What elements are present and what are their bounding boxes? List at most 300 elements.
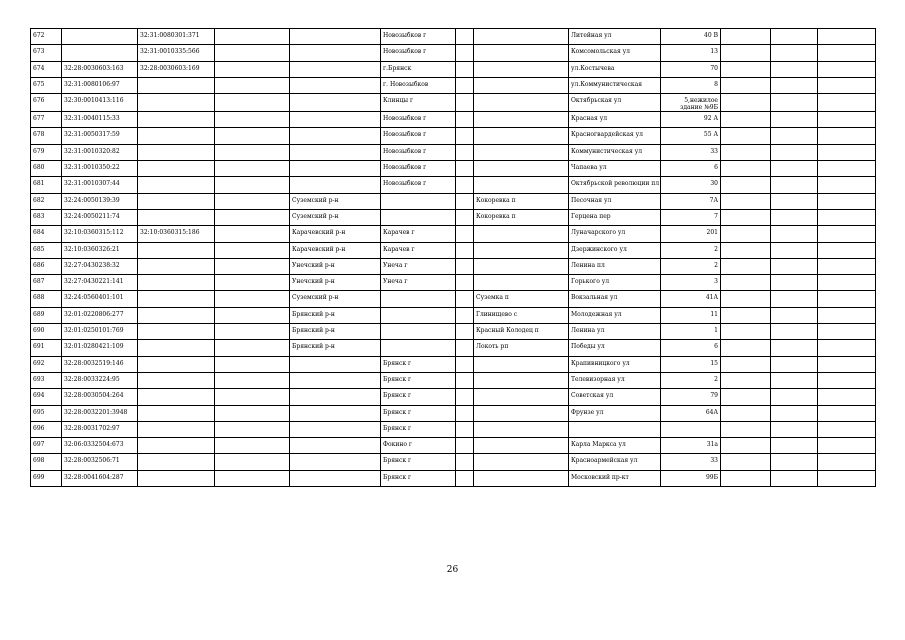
table-cell: Брянск г <box>381 470 456 486</box>
table-row <box>31 177 876 193</box>
table-cell <box>721 307 771 323</box>
table-cell: Суземский р-н <box>290 193 381 209</box>
table-cell <box>721 45 771 61</box>
table-cell <box>771 389 818 405</box>
table-row <box>31 209 876 225</box>
table-cell <box>456 470 474 486</box>
table-cell <box>381 209 456 225</box>
table-cell: 32:28:0041604:287 <box>62 470 138 486</box>
table-cell <box>215 193 290 209</box>
table-cell <box>381 324 456 340</box>
table-cell <box>818 405 876 421</box>
table-cell <box>771 45 818 61</box>
table-cell <box>771 177 818 193</box>
table-cell <box>721 94 771 112</box>
table-cell: 32:31:0080106:97 <box>62 77 138 93</box>
table-cell <box>771 128 818 144</box>
table-cell <box>771 340 818 356</box>
table-cell <box>215 438 290 454</box>
table-cell: Новозыбков г <box>381 45 456 61</box>
table-row <box>31 226 876 242</box>
table-cell <box>215 372 290 388</box>
table-cell: Унеча г <box>381 258 456 274</box>
table-cell <box>456 421 474 437</box>
table-cell: 676 <box>31 94 62 112</box>
table-cell <box>771 29 818 45</box>
table-cell: 32:10:0360315:112 <box>62 226 138 242</box>
table-cell: 32:27:0430238:32 <box>62 258 138 274</box>
table-cell <box>474 438 569 454</box>
table-cell <box>456 177 474 193</box>
table-cell: Молодежная ул <box>569 307 661 323</box>
table-cell: 32:30:0010413:116 <box>62 94 138 112</box>
table-cell <box>138 421 215 437</box>
table-cell <box>290 29 381 45</box>
table-cell <box>215 209 290 225</box>
table-row <box>31 405 876 421</box>
table-cell <box>771 77 818 93</box>
table-cell: Горького ул <box>569 275 661 291</box>
table-cell: 32:31:0040115:33 <box>62 112 138 128</box>
table-cell <box>138 77 215 93</box>
table-cell <box>818 161 876 177</box>
table-cell <box>771 324 818 340</box>
table-cell: Красная ул <box>569 112 661 128</box>
table-cell <box>721 470 771 486</box>
table-cell <box>138 242 215 258</box>
table-cell: Глинищево с <box>474 307 569 323</box>
table-cell: Победы ул <box>569 340 661 356</box>
table-cell <box>721 421 771 437</box>
table-cell: 7 <box>661 209 721 225</box>
table-cell: 675 <box>31 77 62 93</box>
table-cell <box>474 112 569 128</box>
table-cell <box>456 193 474 209</box>
table-cell <box>456 61 474 77</box>
table-cell: 40 В <box>661 29 721 45</box>
table-cell <box>138 128 215 144</box>
table-cell: 2 <box>661 258 721 274</box>
table-cell <box>721 291 771 307</box>
table-cell <box>215 454 290 470</box>
table-cell <box>721 356 771 372</box>
table-cell <box>771 275 818 291</box>
table-cell <box>818 29 876 45</box>
table-cell <box>818 454 876 470</box>
table-cell <box>721 144 771 160</box>
table-row <box>31 324 876 340</box>
table-cell: 31а <box>661 438 721 454</box>
table-cell <box>474 275 569 291</box>
table-row <box>31 29 876 45</box>
table-cell: г. Новозыбков <box>381 77 456 93</box>
table-cell <box>290 144 381 160</box>
table-cell: Новозыбков г <box>381 29 456 45</box>
table-cell <box>290 421 381 437</box>
table-cell: 673 <box>31 45 62 61</box>
table-row <box>31 128 876 144</box>
table-cell <box>456 209 474 225</box>
table-cell: Брянский р-н <box>290 324 381 340</box>
table-cell: Телевизорная ул <box>569 372 661 388</box>
table-cell <box>771 61 818 77</box>
table-cell <box>818 438 876 454</box>
table-cell <box>474 128 569 144</box>
table-cell: 201 <box>661 226 721 242</box>
table-cell: 679 <box>31 144 62 160</box>
table-cell <box>721 258 771 274</box>
table-cell: 32:28:0031702:97 <box>62 421 138 437</box>
table-cell <box>818 128 876 144</box>
table-cell <box>474 226 569 242</box>
table-row <box>31 112 876 128</box>
table-cell: 32:28:0030603:163 <box>62 61 138 77</box>
table-cell <box>771 454 818 470</box>
table-row <box>31 340 876 356</box>
page-number: 26 <box>446 565 459 575</box>
table-cell <box>721 112 771 128</box>
table-cell <box>474 405 569 421</box>
table-cell <box>138 94 215 112</box>
table-cell: 32:01:0250101:769 <box>62 324 138 340</box>
table-cell <box>721 340 771 356</box>
registry-table-body <box>31 29 876 487</box>
table-cell <box>381 307 456 323</box>
table-cell: 684 <box>31 226 62 242</box>
table-cell <box>818 226 876 242</box>
table-cell <box>215 389 290 405</box>
table-cell <box>215 144 290 160</box>
table-cell <box>456 405 474 421</box>
table-row <box>31 291 876 307</box>
table-cell <box>290 128 381 144</box>
table-cell: 64А <box>661 405 721 421</box>
table-cell <box>474 421 569 437</box>
table-cell <box>456 291 474 307</box>
table-cell: Брянск г <box>381 356 456 372</box>
table-row <box>31 144 876 160</box>
table-cell: 92 А <box>661 112 721 128</box>
table-cell: 682 <box>31 193 62 209</box>
table-cell <box>456 275 474 291</box>
table-cell <box>456 94 474 112</box>
table-cell: 70 <box>661 61 721 77</box>
table-cell: 680 <box>31 161 62 177</box>
table-row <box>31 356 876 372</box>
table-cell: Октябрьской революции пл <box>569 177 661 193</box>
table-cell <box>290 389 381 405</box>
table-cell: 683 <box>31 209 62 225</box>
table-cell <box>215 94 290 112</box>
table-cell <box>456 242 474 258</box>
table-cell <box>818 193 876 209</box>
table-cell <box>818 77 876 93</box>
table-cell: Брянск г <box>381 454 456 470</box>
table-cell: 6 <box>661 340 721 356</box>
table-cell <box>290 438 381 454</box>
table-row <box>31 258 876 274</box>
table-cell: 30 <box>661 177 721 193</box>
table-cell <box>474 94 569 112</box>
table-cell: Московский пр-кт <box>569 470 661 486</box>
table-cell: Локоть рп <box>474 340 569 356</box>
table-cell <box>771 405 818 421</box>
table-cell <box>818 275 876 291</box>
table-cell <box>474 389 569 405</box>
table-cell <box>138 177 215 193</box>
table-cell: 33 <box>661 144 721 160</box>
table-cell <box>474 144 569 160</box>
table-cell <box>474 177 569 193</box>
table-cell: 15 <box>661 356 721 372</box>
table-cell <box>215 405 290 421</box>
table-cell <box>138 470 215 486</box>
table-cell <box>456 77 474 93</box>
table-cell: 32:31:0010320:82 <box>62 144 138 160</box>
table-cell: Вокзальная ул <box>569 291 661 307</box>
table-cell <box>456 356 474 372</box>
table-cell <box>721 389 771 405</box>
table-cell <box>381 193 456 209</box>
table-cell <box>215 61 290 77</box>
table-cell <box>62 45 138 61</box>
table-cell: Красноармейская ул <box>569 454 661 470</box>
table-cell <box>215 340 290 356</box>
table-row <box>31 389 876 405</box>
table-cell <box>456 454 474 470</box>
table-cell <box>215 275 290 291</box>
table-cell: Брянский р-н <box>290 340 381 356</box>
table-cell: Карачевский р-н <box>290 226 381 242</box>
table-cell <box>456 128 474 144</box>
table-cell: 1 <box>661 324 721 340</box>
table-cell: Дзержинского ул <box>569 242 661 258</box>
table-cell: Комсомольская ул <box>569 45 661 61</box>
table-cell <box>818 372 876 388</box>
table-cell <box>771 470 818 486</box>
table-cell <box>456 29 474 45</box>
table-cell <box>290 454 381 470</box>
table-cell <box>721 242 771 258</box>
table-cell: 687 <box>31 275 62 291</box>
table-cell: Фокино г <box>381 438 456 454</box>
table-cell <box>818 144 876 160</box>
table-cell: Новозыбков г <box>381 112 456 128</box>
table-cell: 698 <box>31 454 62 470</box>
table-cell: 32:31:0080301:371 <box>138 29 215 45</box>
table-cell: ул.Костычева <box>569 61 661 77</box>
table-cell: 32:27:0430221:141 <box>62 275 138 291</box>
table-cell: Чапаева ул <box>569 161 661 177</box>
table-cell: Красногвардейская ул <box>569 128 661 144</box>
table-cell <box>771 356 818 372</box>
table-cell: Новозыбков г <box>381 128 456 144</box>
table-cell <box>215 324 290 340</box>
table-cell <box>215 421 290 437</box>
table-row <box>31 161 876 177</box>
table-cell: 99Б <box>661 470 721 486</box>
table-cell: Унечский р-н <box>290 258 381 274</box>
table-cell <box>138 454 215 470</box>
table-cell <box>771 291 818 307</box>
table-cell <box>290 372 381 388</box>
table-cell <box>138 307 215 323</box>
table-cell: 32:24:0560401:101 <box>62 291 138 307</box>
table-cell <box>474 470 569 486</box>
table-cell <box>138 340 215 356</box>
table-cell <box>721 161 771 177</box>
table-cell <box>721 372 771 388</box>
table-cell <box>818 94 876 112</box>
table-cell: 695 <box>31 405 62 421</box>
table-cell: 32:24:0050139:39 <box>62 193 138 209</box>
table-row <box>31 454 876 470</box>
table-cell: 32:28:0030504:264 <box>62 389 138 405</box>
table-cell: 32:01:0280421:109 <box>62 340 138 356</box>
table-cell: 32:31:0010307:44 <box>62 177 138 193</box>
table-cell <box>138 356 215 372</box>
table-cell: Брянск г <box>381 421 456 437</box>
table-cell <box>721 77 771 93</box>
table-cell: Новозыбков г <box>381 144 456 160</box>
table-cell: 696 <box>31 421 62 437</box>
table-cell: 32:24:0050211:74 <box>62 209 138 225</box>
table-cell <box>721 405 771 421</box>
table-row <box>31 193 876 209</box>
table-cell <box>771 438 818 454</box>
table-cell <box>290 161 381 177</box>
table-cell <box>771 193 818 209</box>
table-cell: 688 <box>31 291 62 307</box>
table-cell: 686 <box>31 258 62 274</box>
table-cell: 685 <box>31 242 62 258</box>
table-cell <box>290 61 381 77</box>
table-cell <box>771 421 818 437</box>
table-cell: 690 <box>31 324 62 340</box>
table-row <box>31 45 876 61</box>
table-cell <box>456 324 474 340</box>
table-cell: 11 <box>661 307 721 323</box>
table-cell <box>771 307 818 323</box>
table-cell: 32:10:0360326:21 <box>62 242 138 258</box>
table-cell: 32:28:0033224:95 <box>62 372 138 388</box>
table-cell: 41А <box>661 291 721 307</box>
table-row <box>31 438 876 454</box>
table-row <box>31 372 876 388</box>
table-cell <box>290 112 381 128</box>
table-cell: 7А <box>661 193 721 209</box>
table-cell: 33 <box>661 454 721 470</box>
table-cell <box>215 29 290 45</box>
table-row <box>31 77 876 93</box>
table-cell <box>215 242 290 258</box>
table-cell <box>474 45 569 61</box>
table-cell: Карачевский р-н <box>290 242 381 258</box>
table-cell <box>138 389 215 405</box>
table-cell: Брянск г <box>381 389 456 405</box>
table-row <box>31 275 876 291</box>
table-cell <box>721 29 771 45</box>
table-cell <box>474 242 569 258</box>
table-cell: Клинцы г <box>381 94 456 112</box>
table-cell: 32:06:0332504:673 <box>62 438 138 454</box>
table-cell <box>474 258 569 274</box>
table-cell: 677 <box>31 112 62 128</box>
table-cell: Унечский р-н <box>290 275 381 291</box>
table-cell: Кокоревка п <box>474 209 569 225</box>
table-cell <box>138 275 215 291</box>
table-cell: 32:01:0220806:277 <box>62 307 138 323</box>
table-cell: Кокоревка п <box>474 193 569 209</box>
table-cell: Новозыбков г <box>381 177 456 193</box>
table-cell: Унеча г <box>381 275 456 291</box>
table-cell <box>569 421 661 437</box>
table-cell: 3 <box>661 275 721 291</box>
table-cell <box>381 340 456 356</box>
table-cell <box>661 421 721 437</box>
table-cell <box>290 356 381 372</box>
table-cell: 697 <box>31 438 62 454</box>
table-cell: Суземский р-н <box>290 291 381 307</box>
table-cell <box>721 226 771 242</box>
table-cell: 692 <box>31 356 62 372</box>
table-cell <box>721 177 771 193</box>
table-cell <box>138 372 215 388</box>
table-cell <box>771 258 818 274</box>
table-cell <box>215 161 290 177</box>
table-cell: 681 <box>31 177 62 193</box>
table-cell <box>456 112 474 128</box>
table-cell: Песочная ул <box>569 193 661 209</box>
table-cell: 32:28:0032519:146 <box>62 356 138 372</box>
table-cell <box>456 340 474 356</box>
table-cell: 32:31:0010350:22 <box>62 161 138 177</box>
table-cell <box>771 112 818 128</box>
table-cell <box>474 77 569 93</box>
table-cell <box>138 161 215 177</box>
table-cell: 678 <box>31 128 62 144</box>
table-row <box>31 421 876 437</box>
table-cell: 32:28:0032201:3948 <box>62 405 138 421</box>
table-cell <box>138 324 215 340</box>
table-cell <box>138 193 215 209</box>
table-cell <box>290 470 381 486</box>
table-cell <box>456 45 474 61</box>
table-cell <box>818 324 876 340</box>
table-cell <box>474 454 569 470</box>
table-cell <box>456 372 474 388</box>
table-row <box>31 307 876 323</box>
table-cell <box>771 94 818 112</box>
table-cell <box>456 161 474 177</box>
table-cell: Карла Маркса ул <box>569 438 661 454</box>
table-cell: Карачев г <box>381 242 456 258</box>
table-cell <box>721 324 771 340</box>
table-cell <box>474 61 569 77</box>
table-cell <box>215 226 290 242</box>
table-cell <box>138 209 215 225</box>
registry-table <box>30 28 876 487</box>
table-cell: Брянск г <box>381 372 456 388</box>
table-cell <box>818 45 876 61</box>
table-cell: 6 <box>661 161 721 177</box>
table-cell <box>818 258 876 274</box>
table-cell <box>721 209 771 225</box>
table-cell: 694 <box>31 389 62 405</box>
table-cell: Ленина пл <box>569 258 661 274</box>
table-cell <box>215 45 290 61</box>
table-cell: 8 <box>661 77 721 93</box>
